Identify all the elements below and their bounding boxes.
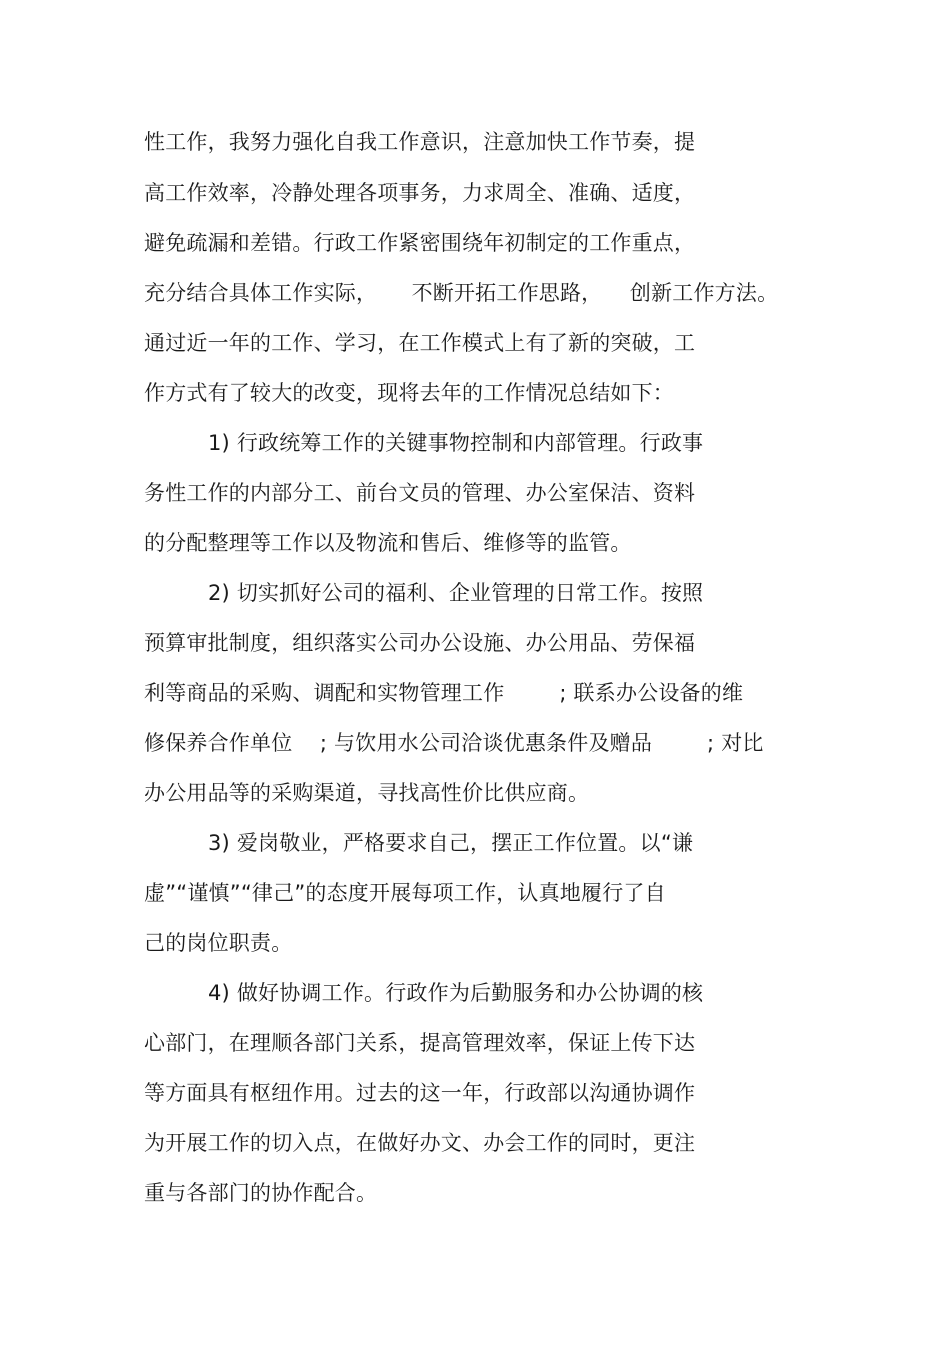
list-item-3-first-line: 3) 爱岗敬业，严格要求自己，摆正工作位置。以“谦 xyxy=(208,831,694,855)
text-line: 的分配整理等工作以及物流和售后、维修等的监管。 xyxy=(144,531,632,555)
text-line: 己的岗位职责。 xyxy=(144,931,293,955)
text-line: 重与各部门的协作配合。 xyxy=(144,1181,378,1205)
text-line: 预算审批制度，组织落实公司办公设施、办公用品、劳保福 xyxy=(144,631,696,655)
list-item-4-first-line: 4) 做好协调工作。行政作为后勤服务和办公协调的核 xyxy=(208,981,704,1005)
text-line: 利等商品的采购、调配和实物管理工作 ; 联系办公设备的维 xyxy=(144,681,744,705)
list-item-2-first-line: 2) 切实抓好公司的福利、企业管理的日常工作。按照 xyxy=(208,581,704,605)
list-item-1-first-line: 1) 行政统筹工作的关键事物控制和内部管理。行政事 xyxy=(208,431,704,455)
text-line: 务性工作的内部分工、前台文员的管理、办公室保洁、资料 xyxy=(144,481,696,505)
text-line: 办公用品等的采购渠道，寻找高性价比供应商。 xyxy=(144,781,590,805)
text-line: 心部门，在理顺各部门关系，提高管理效率，保证上传下达 xyxy=(144,1031,696,1055)
text-line: 虚”“谨慎”“律己”的态度开展每项工作，认真地履行了自 xyxy=(144,881,666,905)
text-line: 为开展工作的切入点，在做好办文、办会工作的同时，更注 xyxy=(144,1131,696,1155)
text-line: 充分结合具体工作实际， 不断开拓工作思路， 创新工作方法。 xyxy=(144,281,779,305)
text-line: 作方式有了较大的改变，现将去年的工作情况总结如下： xyxy=(144,381,674,405)
text-line: 通过近一年的工作、学习，在工作模式上有了新的突破，工 xyxy=(144,331,696,355)
text-line: 修保养合作单位 ; 与饮用水公司洽谈优惠条件及赠品 ; 对比 xyxy=(144,731,764,755)
text-line: 性工作，我努力强化自我工作意识，注意加快工作节奏，提 xyxy=(144,130,696,154)
text-line: 等方面具有枢纽作用。过去的这一年，行政部以沟通协调作 xyxy=(144,1081,696,1105)
text-line: 高工作效率，冷静处理各项事务，力求周全、准确、适度， xyxy=(144,181,696,205)
text-line: 避免疏漏和差错。行政工作紧密围绕年初制定的工作重点， xyxy=(144,231,696,255)
